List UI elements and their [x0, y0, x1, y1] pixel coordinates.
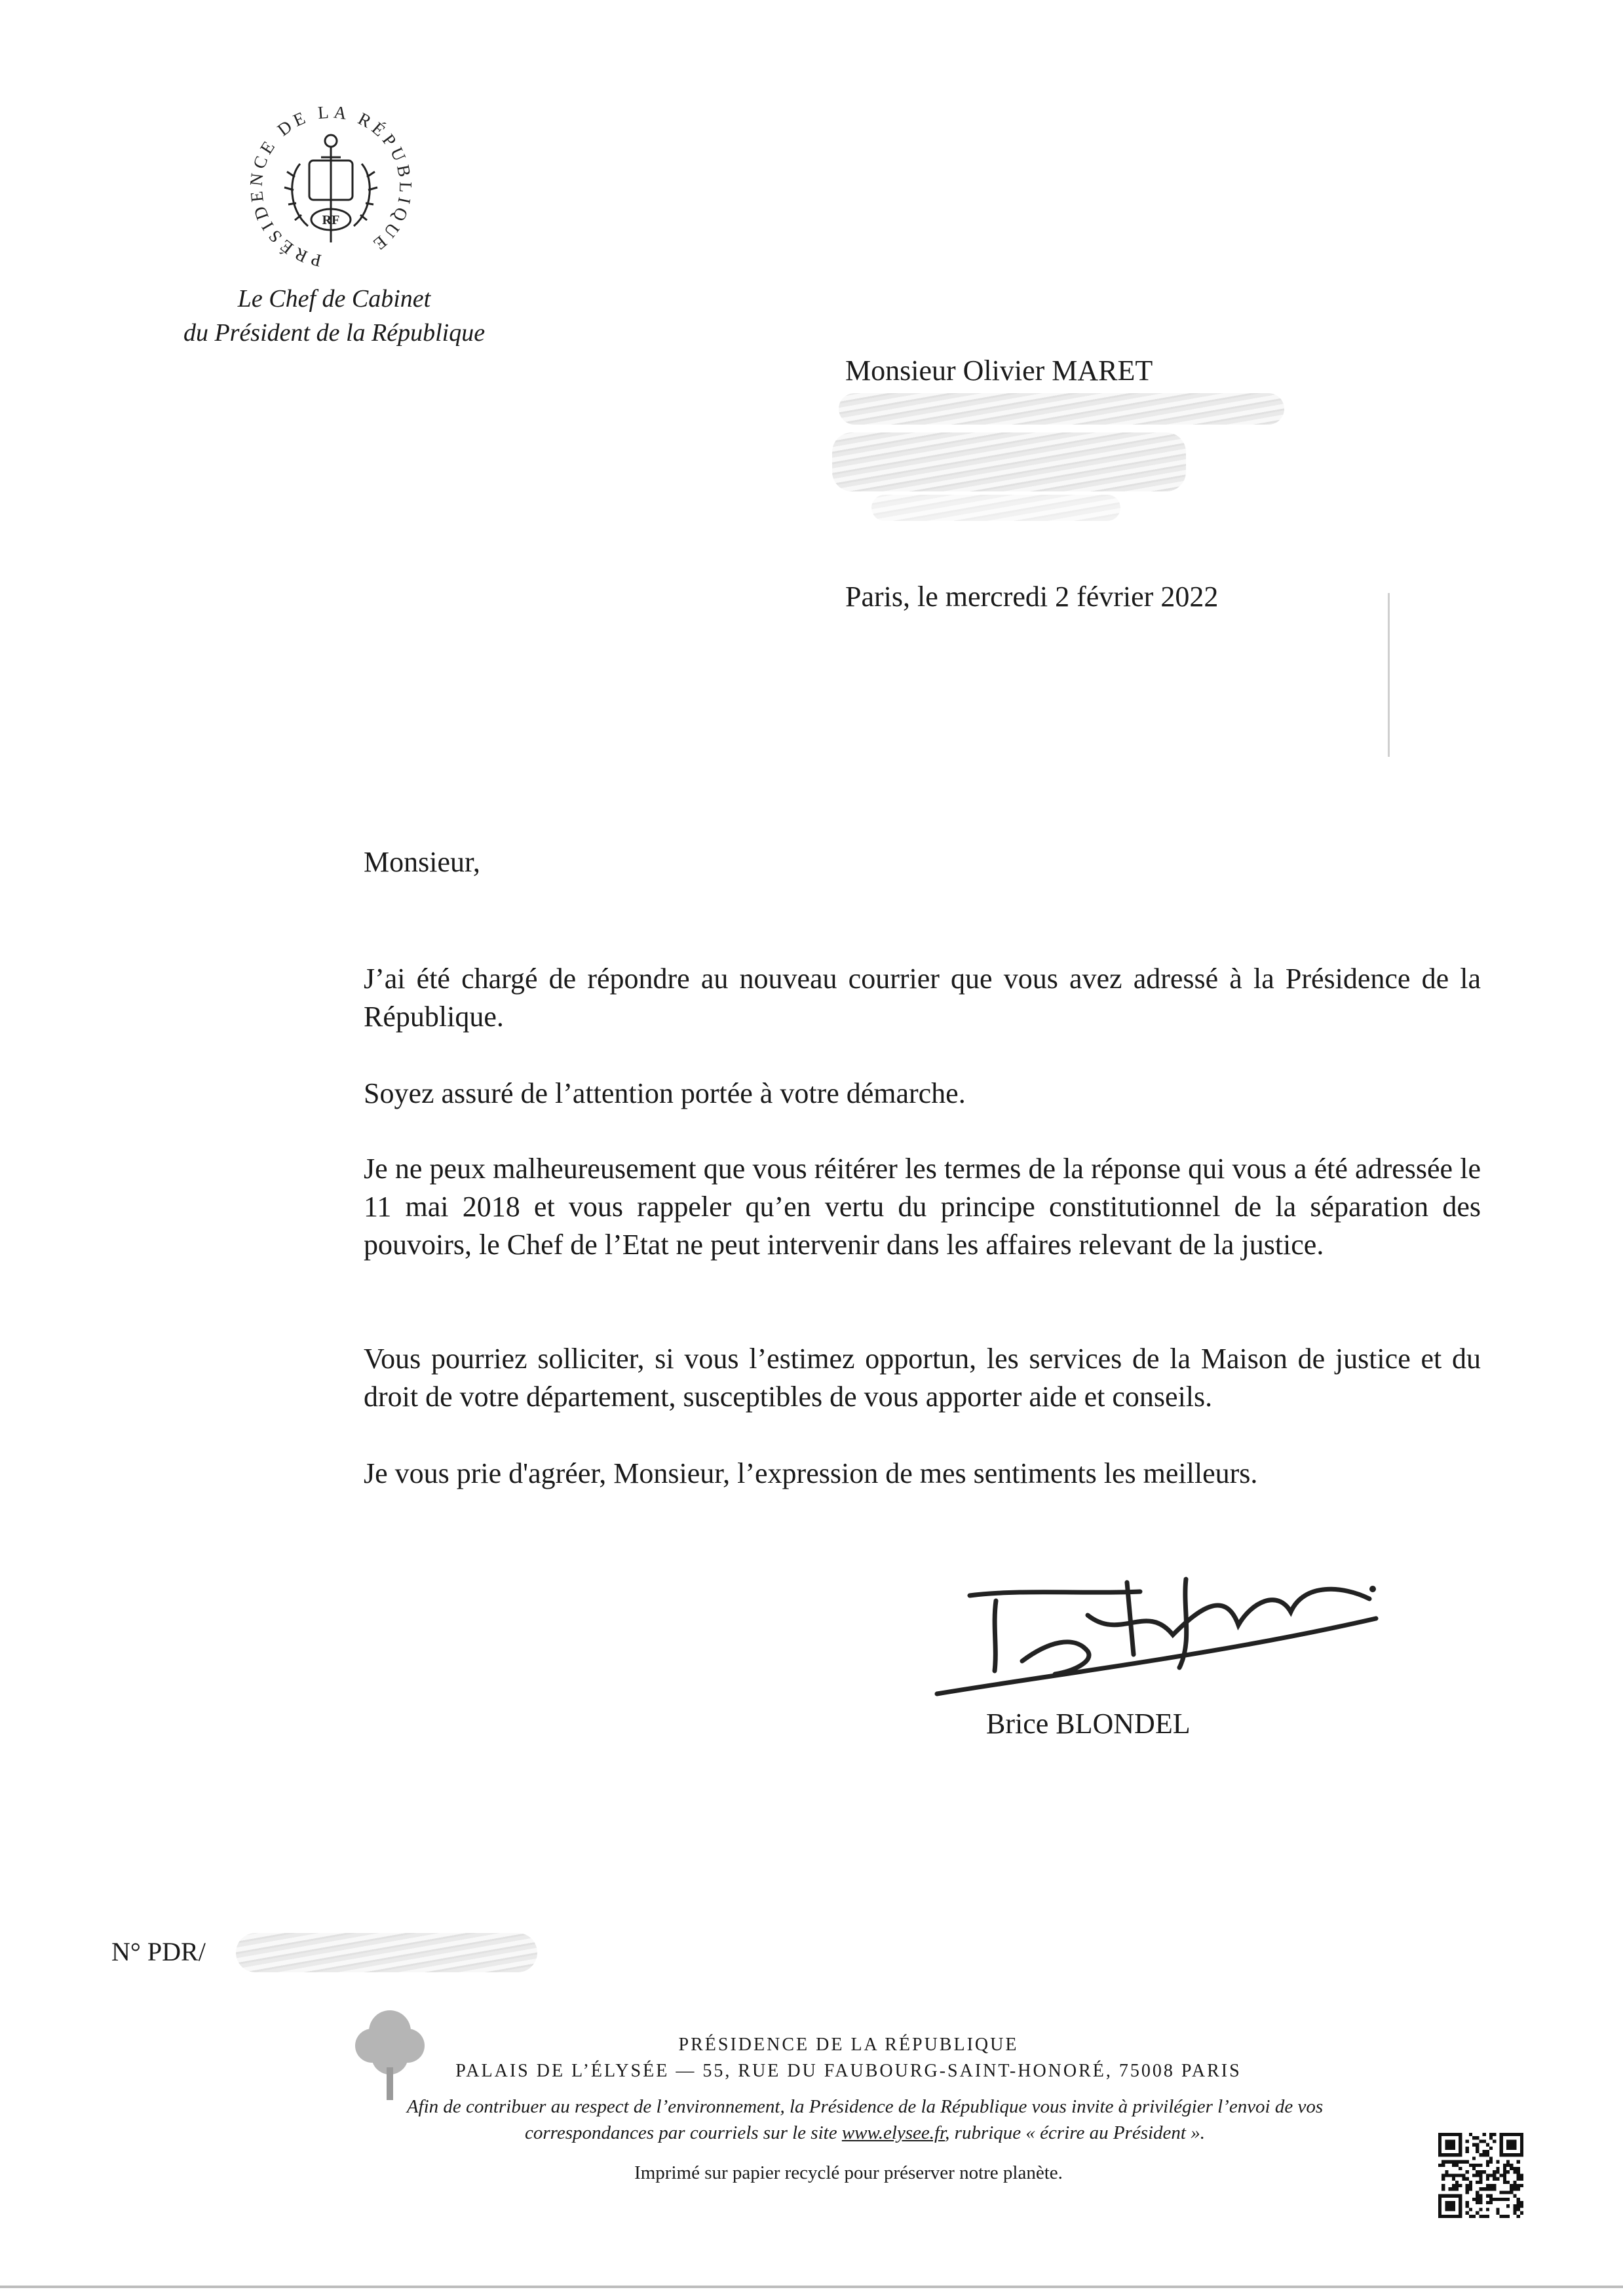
svg-text:PRÉSIDENCE DE LA RÉPUBLIQUE: PRÉSIDENCE DE LA RÉPUBLIQUE [246, 102, 416, 271]
footer-environment-note [393, 2094, 1337, 2146]
signatory-name: Brice BLONDEL [986, 1708, 1191, 1740]
recipient-name: Monsieur Olivier MARET [845, 354, 1153, 387]
body-paragraph: Vous pourriez solliciter, si vous l’estimez opportun, les services de la Maison de justice et du droit de votre département, susceptibles de vous apporter aide et conseils. [364, 1343, 1481, 1413]
qr-code-icon [1438, 2133, 1523, 2218]
tree-icon [347, 2005, 432, 2103]
sender-title-line2: du Président de la République [183, 319, 486, 347]
presidential-seal-icon [223, 79, 439, 295]
reference-number: N° PDR/ [111, 1937, 206, 1966]
page-bottom-rule [0, 2286, 1623, 2288]
body-paragraph: Je ne peux malheureusement que vous réitérer les termes de la réponse qui vous a été adressée le 11 mai 2018 et vous rappeler qu’en vertu du principe constitutionnel de la séparation des pouvoirs, le Chef de l’Etat ne peut intervenir dans les affaires relevant de la justice. [364, 1153, 1481, 1261]
footer-env-text-end: , rubrique « écrire au Président ». [945, 2122, 1205, 2143]
salutation: Monsieur, [364, 846, 480, 878]
sender-title [131, 282, 537, 350]
footer-address: PALAIS DE L’ÉLYSÉE — 55, RUE DU FAUBOURG-SAINT-HONORÉ, 75008 PARIS [455, 2061, 1242, 2081]
footer-recycled-note: Imprimé sur papier recyclé pour préserver notre planète. [634, 2162, 1063, 2183]
body-paragraph: J’ai été chargé de répondre au nouveau courrier que vous avez adressé à la Présidence de la République. [364, 963, 1481, 1033]
margin-mark [1388, 593, 1390, 757]
handwritten-signature [924, 1563, 1383, 1707]
redacted-recipient-address [832, 432, 1186, 491]
svg-text:RF: RF [322, 213, 340, 227]
redacted-recipient-address [839, 393, 1284, 425]
footer-env-text: Afin de contribuer au respect de l’environnement, la Présidence de la République vous invite à privilégier l’envoi de vos correspondances par courriels sur le site [406, 2096, 1324, 2143]
redacted-reference [236, 1933, 537, 1972]
body-paragraph: Soyez assuré de l’attention portée à votre démarche. [364, 1077, 966, 1109]
letter-date: Paris, le mercredi 2 février 2022 [845, 581, 1219, 613]
elysee-website-link[interactable]: www.elysee.fr [841, 2122, 945, 2143]
footer-organization: PRÉSIDENCE DE LA RÉPUBLIQUE [678, 2035, 1019, 2055]
closing-paragraph: Je vous prie d'agréer, Monsieur, l’expression de mes sentiments les meilleurs. [364, 1457, 1258, 1489]
sender-title-line1: Le Chef de Cabinet [237, 285, 431, 313]
redacted-recipient-address [871, 495, 1120, 521]
